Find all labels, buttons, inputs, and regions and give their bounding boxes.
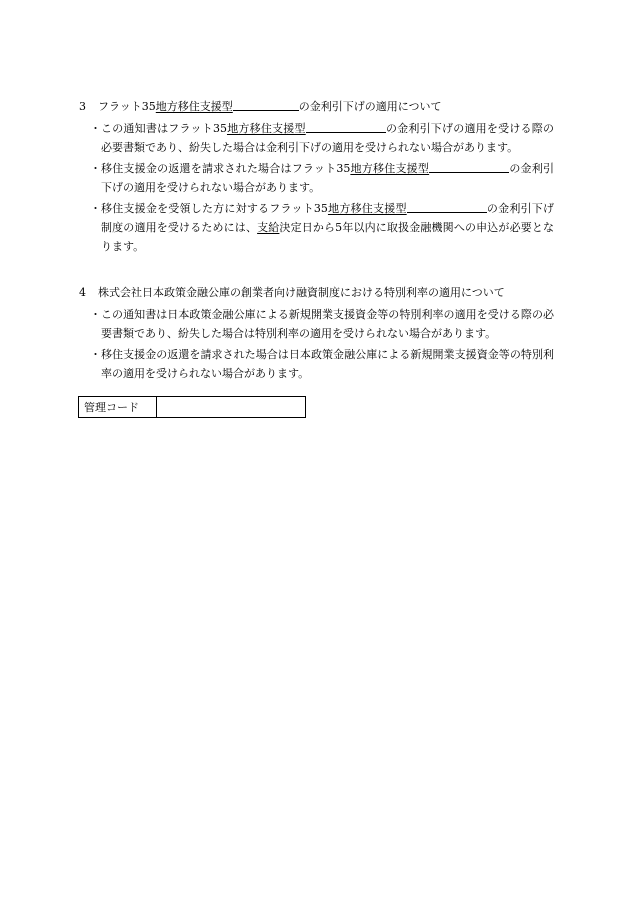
bullet-underlined-2: 支給 [257, 221, 280, 234]
section-number: 3 [79, 100, 86, 113]
section-3-heading [79, 97, 554, 117]
bullet-text-pre: 移住支援金の返還を請求された場合はフラット35 [101, 162, 351, 175]
bullet-item [79, 199, 554, 256]
heading-text-post: の金利引下げの適用について [298, 100, 442, 113]
bullet-text-pre: この通知書はフラット35 [101, 122, 227, 135]
bullet-text-post: 決定日から5年以内に取扱金融機関への申込が必要となります。 [101, 221, 555, 253]
blank-line [407, 201, 487, 213]
bullet-underlined: 地方移住支援型 [350, 162, 430, 175]
heading-underlined: 地方移住支援型 [155, 100, 233, 113]
bullet-text [101, 199, 554, 256]
bullet-item [79, 305, 554, 343]
blank-line [233, 99, 299, 111]
bullet-text-post: の金利引下げの適用を受けられない場合があります。 [101, 162, 554, 194]
bullet-text: この通知書は日本政策金融公庫による新規開業支援資金等の特別利率の適用を受ける際の必要書類であり、紛失した場合は特別利率の適用を受けられない場合があります。 [101, 308, 554, 340]
bullet-text [101, 119, 554, 157]
bullet-item [79, 159, 554, 197]
bullet-mark: ・ [90, 162, 101, 175]
heading-text: フラット35 [98, 100, 156, 113]
section-3 [79, 97, 554, 256]
bullet-item [79, 345, 554, 383]
management-code-table [78, 396, 306, 418]
section-4-heading [79, 283, 554, 303]
bullet-mark: ・ [90, 202, 101, 215]
bullet-mark: ・ [90, 348, 101, 361]
bullet-item [79, 119, 554, 157]
section-4 [79, 283, 554, 383]
blank-line [306, 121, 386, 133]
management-code-label: 管理コード [79, 397, 157, 418]
bullet-underlined: 地方移住支援型 [327, 202, 407, 215]
section-number: 4 [79, 286, 86, 299]
bullet-mark: ・ [90, 308, 101, 321]
table-row [79, 397, 306, 418]
bullet-text-pre: 移住支援金を受領した方に対するフラット35 [101, 202, 328, 215]
management-code-value[interactable] [157, 397, 306, 418]
blank-line [429, 161, 509, 173]
bullet-mark: ・ [90, 122, 101, 135]
bullet-underlined: 地方移住支援型 [226, 122, 306, 135]
bullet-text-mid: の金利引下げ制度の適用を受けるためには、 [101, 202, 554, 234]
bullet-text-post: の金利引下げの適用を受ける際の必要書類であり、紛失した場合は金利引下げの適用を受けられない場合があります。 [101, 122, 554, 154]
bullet-text: 移住支援金の返還を請求された場合は日本政策金融公庫による新規開業支援資金等の特別利率の適用を受けられない場合があります。 [101, 348, 554, 380]
bullet-text [101, 159, 554, 197]
heading-text: 株式会社日本政策金融公庫の創業者向け融資制度における特別利率の適用について [98, 286, 505, 299]
